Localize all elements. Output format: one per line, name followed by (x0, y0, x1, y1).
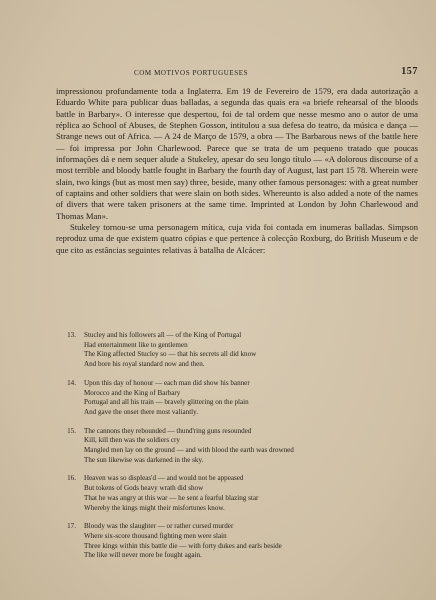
verse-line: And gave the onset there most valiantly. (84, 407, 198, 416)
stanza-lines (84, 379, 402, 418)
body-text (56, 86, 418, 256)
verse-line: Morocco and the King of Barbary (84, 388, 181, 397)
ballad-stanzas (62, 331, 402, 570)
verse-line: The cannons they rebounded — thund'ring guns resounded (84, 426, 252, 435)
stanza-number: 14. (67, 378, 76, 387)
verse-line: Heaven was so displeas'd — and would not be appeased (84, 474, 244, 483)
stanza-number: 17. (67, 522, 76, 531)
stanza-lines (84, 331, 402, 370)
stanza-number: 15. (67, 426, 76, 435)
verse-line: Whereby the kings might their misfortunes know. (84, 503, 225, 512)
stanza-number: 16. (67, 474, 76, 483)
verse-line: Portugal and all his train — bravely glittering on the plain (84, 398, 249, 407)
paragraph-1: impressionou profundamente toda a Inglaterra. Em 19 de Fevereiro de 1579, era dada autorização a Eduardo White para publicar duas balladas, a segunda das quais era «a briefe rehearsal of the bloods battle in Barbary». O interesse que despertou, foi de tal ordem que nesse mesmo ano o autor de uma réplica ao School of Abuses, de Stephen Gosson, intitulou a sua defesa do teatro, da música e dança — Strange news out of Africa. — A 24 de Março de 1579, a obra — The Barbarous news of the battle here — foi impressa por John Charlewood. Parece que se trata de um pequeno tratado que poucas informações dá e nem sequer alude a Stukeley, apesar do seu longo título — «A dolorous discourse of a most terrible and bloody battle fought in Barbary the fourth day of August, last part 15 78. Wherein were slain, two kings (but as most men say) three, beside, many other famous personages: with a great number of captains and other soldiers that were slain on both sides. Whereunto is also added a note of the names of divers that were taken prisoners at the same time. Imprinted at London by John Charlewood and Thomas Man». (56, 86, 418, 221)
verse-line: Where six-score thousand fighting men were slain (84, 531, 227, 540)
running-title: COM MOTIVOS PORTUGUESES (134, 69, 249, 77)
paragraph-2: Stukeley tornou-se uma personagem mítica, cuja vida foi contada em inumeras balladas. Simpson reproduz uma de que existem quatro cópias e que pertence à colecção Roxburg, do British Museum e de que cito as estâncias seguintes relativas à batalha de Alcácer: (56, 222, 418, 255)
verse-line: The sun likewise was darkened in the sky. (84, 455, 204, 464)
verse-line: Stucley and his followers all — of the King of Portugal (84, 331, 242, 339)
verse-line: That he was angry at this war — he sent a fearful blazing star (84, 493, 259, 502)
page-number: 157 (401, 66, 418, 77)
verse-line: But tokens of Gods heavy wrath did show (84, 484, 204, 493)
verse-line: Upon this day of honour — each man did show his banner (84, 378, 250, 387)
stanza (62, 379, 402, 418)
stanza (62, 522, 402, 561)
verse-line: And bore his royal standard now and then. (84, 360, 205, 369)
stanza-lines (84, 427, 402, 466)
page-header (56, 67, 418, 81)
verse-line: Mangled men lay on the ground — and with blood the earth was drowned (84, 446, 294, 455)
verse-line: Three kings within this battle die — with forty dukes and earls beside (84, 541, 282, 550)
verse-line: Had entertainment like to gentlemen (84, 340, 188, 349)
stanza-lines (84, 474, 402, 513)
verse-line: Bloody was the slaughter — or rather cursed murder (84, 522, 234, 531)
verse-line: The like will never more be fought again. (84, 551, 202, 560)
stanza-number: 13. (67, 331, 76, 339)
stanza (62, 331, 402, 370)
stanza-lines (84, 522, 402, 561)
stanza (62, 474, 402, 513)
stanza (62, 427, 402, 466)
verse-line: The King affected Stucley so — that his secrets all did know (84, 350, 257, 359)
verse-line: Kill, kill then was the soldiers cry (84, 436, 180, 445)
